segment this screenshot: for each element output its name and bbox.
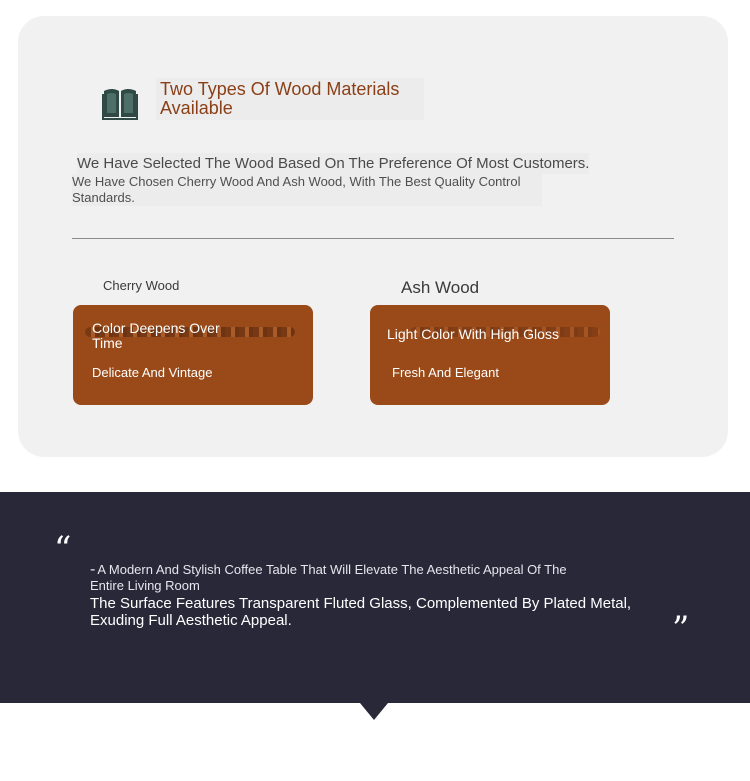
cherry-feature-primary: Color Deepens Over Time [92,320,220,351]
testimonial-tagline [90,562,590,594]
ash-feature-secondary: Fresh And Elegant [392,365,499,380]
section-header [100,76,424,122]
open-quote-icon: “ [54,529,72,569]
section-title: Two Types Of Wood Materials Available [156,78,424,120]
section-description: We Have Chosen Cherry Wood And Ash Wood, With The Best Quality Control Standards. [72,174,542,206]
wood-materials-card [18,16,728,457]
book-icon [100,82,140,122]
ash-wood-feature-box [370,305,610,405]
tagline-text: A Modern And Stylish Coffee Table That Will Elevate The Aesthetic Appeal Of The Entire Living Room [90,562,567,593]
ash-feature-primary: Light Color With High Gloss [387,326,559,342]
cherry-feature-secondary: Delicate And Vintage [92,365,213,380]
testimonial-body: The Surface Features Transparent Fluted Glass, Complemented By Plated Metal, Exuding Full Aesthetic Appeal. [90,595,632,629]
cherry-wood-label: Cherry Wood [103,278,180,293]
section-subtitle: We Have Selected The Wood Based On The Preference Of Most Customers. [77,155,590,172]
pointer-arrow-icon [360,703,388,720]
close-quote-icon: ” [672,609,690,649]
ash-wood-label: Ash Wood [401,278,480,297]
testimonial-band [0,492,750,703]
cherry-wood-feature-box [73,305,313,405]
divider [72,238,674,239]
tagline-dash: - [90,561,96,578]
